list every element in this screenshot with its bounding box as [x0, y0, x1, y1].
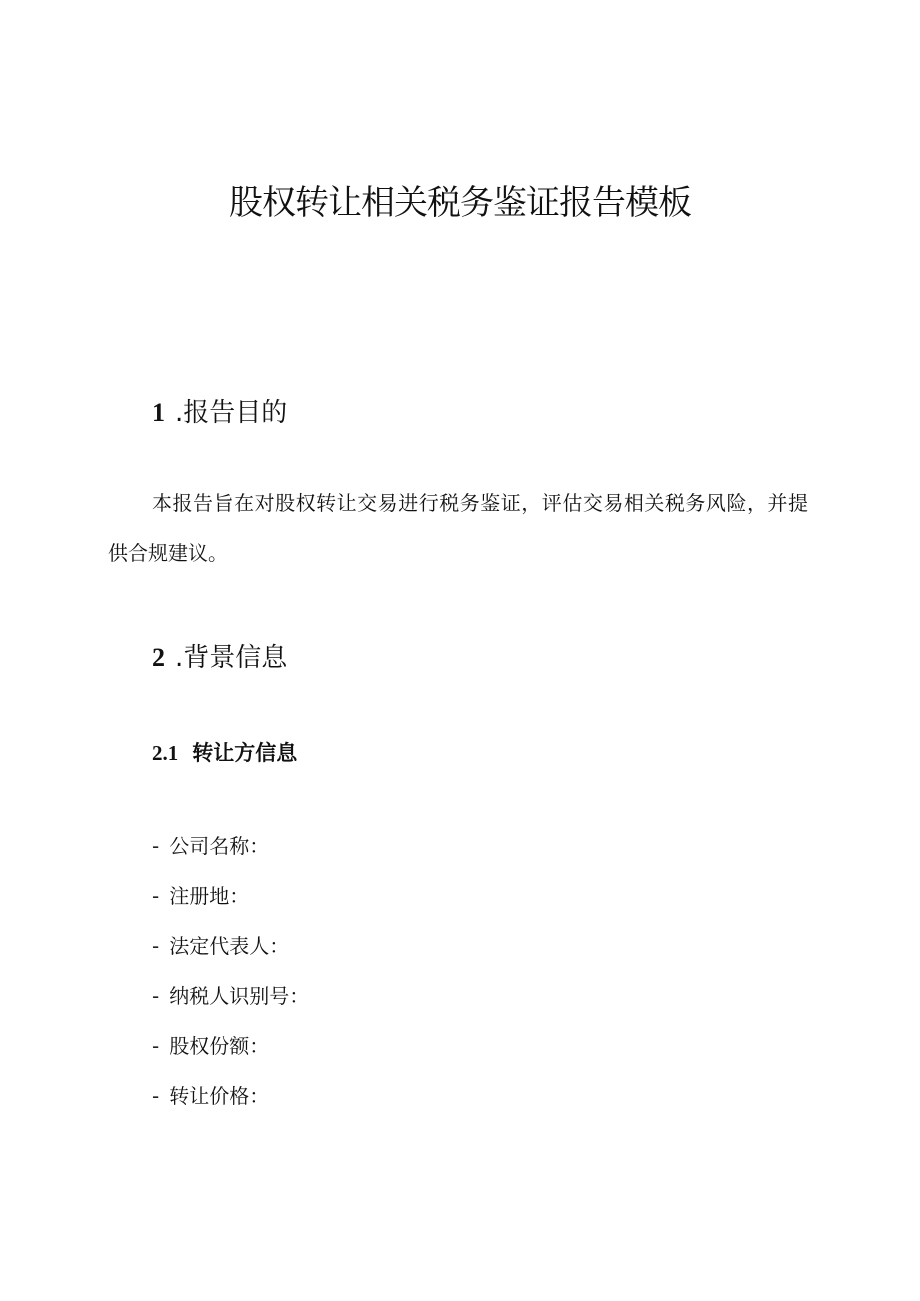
field-transfer-price: [152, 1081, 269, 1111]
section-heading-background: [152, 640, 287, 676]
section-number: 1: [152, 398, 165, 427]
list-dash: -: [152, 834, 160, 858]
section-title: .背景信息: [175, 643, 288, 673]
list-dash: -: [152, 1084, 160, 1108]
subsection-number: 2.1: [152, 741, 179, 765]
document-title: 股权转让相关税务鉴证报告模板: [229, 183, 691, 223]
list-dash: -: [152, 984, 160, 1008]
field-label: 转让价格：: [169, 1084, 270, 1108]
list-dash: -: [152, 934, 160, 958]
subsection-heading-transferor: [152, 738, 297, 768]
purpose-paragraph: 本报告旨在对股权转让交易进行税务鉴证，评估交易相关税务风险，并提供合规建议。: [108, 491, 808, 565]
field-taxpayer-id: [152, 981, 309, 1011]
field-registered-address: [152, 881, 249, 911]
field-label: 股权份额：: [169, 1034, 270, 1058]
field-company-name: [152, 831, 269, 861]
list-dash: -: [152, 1034, 160, 1058]
field-label: 注册地：: [169, 884, 250, 908]
field-equity-share: [152, 1031, 269, 1061]
subsection-title: 转让方信息: [192, 741, 298, 765]
list-dash: -: [152, 884, 160, 908]
field-label: 公司名称：: [169, 834, 270, 858]
field-label: 法定代表人：: [169, 934, 290, 958]
section-heading-purpose: [152, 395, 287, 431]
section-number: 2: [152, 643, 165, 672]
field-legal-representative: [152, 931, 289, 961]
field-label: 纳税人识别号：: [169, 984, 310, 1008]
section-title: .报告目的: [175, 398, 288, 428]
